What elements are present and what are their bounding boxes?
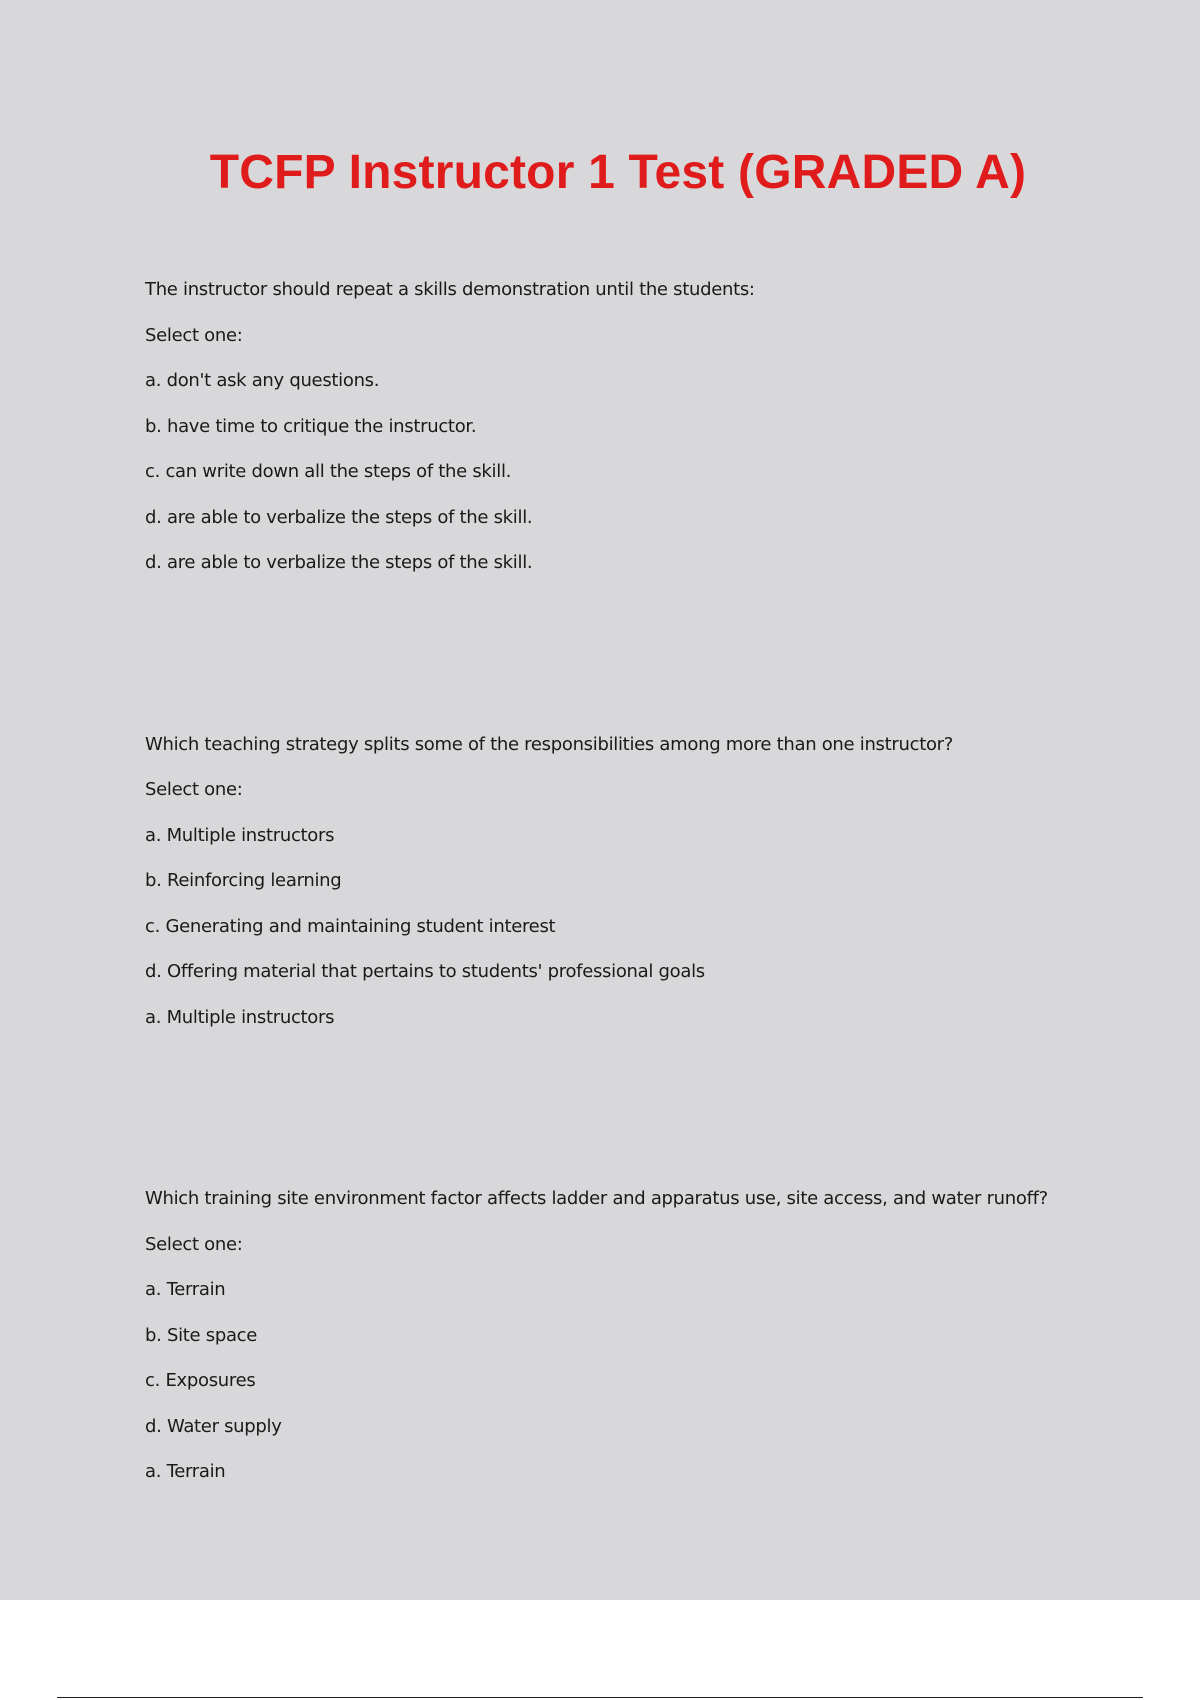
- option-a: a. don't ask any questions.: [145, 370, 380, 391]
- option-b: b. have time to critique the instructor.: [145, 415, 477, 437]
- answer: d. are able to verbalize the steps of the skill.: [145, 552, 533, 573]
- document-title: TCFP Instructor 1 Test (GRADED A): [209, 146, 1027, 199]
- option-d: d. are able to verbalize the steps of the skill.: [145, 506, 533, 528]
- question-1: [145, 275, 1145, 594]
- question-prompt: The instructor should repeat a skills demonstration until the students:: [145, 279, 755, 300]
- question-list: [145, 275, 1145, 1503]
- answer: a. Terrain: [145, 1461, 226, 1482]
- answer: a. Multiple instructors: [145, 1006, 335, 1028]
- option-a: a. Terrain: [145, 1279, 226, 1300]
- question-3: [145, 1184, 1145, 1503]
- option-a: a. Multiple instructors: [145, 824, 335, 846]
- footer-divider: [57, 1697, 1143, 1698]
- option-b: b. Reinforcing learning: [145, 870, 342, 891]
- option-c: c. can write down all the steps of the skill.: [145, 461, 512, 482]
- option-d: d. Offering material that pertains to students' professional goals: [145, 961, 705, 982]
- question-instruction: Select one:: [145, 779, 243, 800]
- question-prompt: Which teaching strategy splits some of the responsibilities among more than one instructor?: [145, 733, 954, 755]
- question-instruction: Select one:: [145, 324, 243, 346]
- question-prompt: Which training site environment factor affects ladder and apparatus use, site access, and water runoff?: [145, 1188, 1048, 1209]
- question-instruction: Select one:: [145, 1233, 243, 1255]
- option-d: d. Water supply: [145, 1415, 282, 1437]
- question-2: [145, 730, 1145, 1049]
- option-c: c. Generating and maintaining student interest: [145, 915, 556, 937]
- option-b: b. Site space: [145, 1324, 258, 1346]
- option-c: c. Exposures: [145, 1370, 256, 1391]
